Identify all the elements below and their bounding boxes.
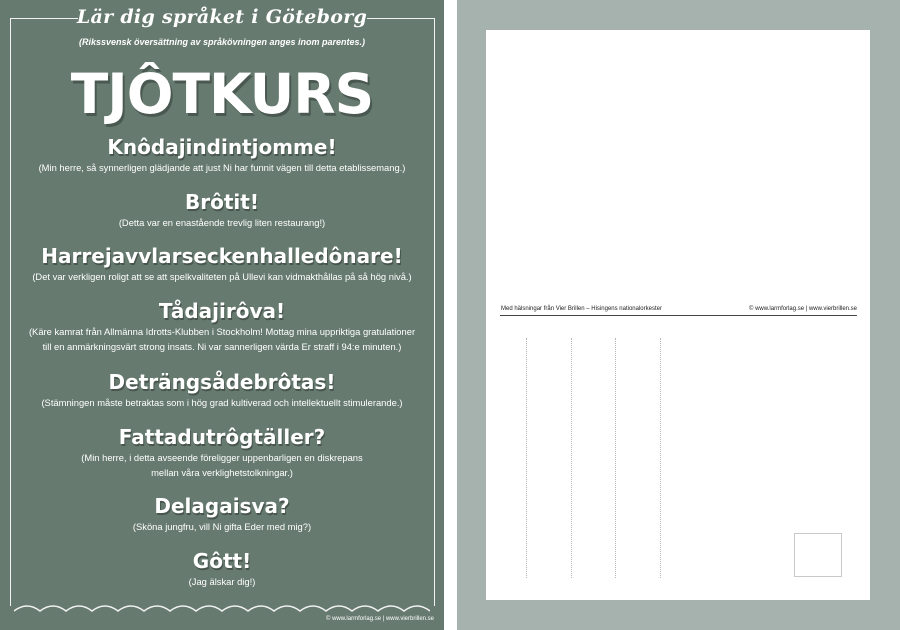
phrase-translation: (Stämningen måste betraktas som i hög grad kultiverad och intellektuellt stimulerande.) (41, 397, 403, 408)
writing-line (526, 338, 527, 578)
phrase-translation: (Min herre, så synnerligen glädjande att just Ni har funnit vägen till detta etablissemang.) (38, 162, 406, 173)
header-title: Lär dig språket i Göteborg (76, 6, 368, 28)
phrase-translation: (Sköna jungfru, vill Ni gifta Eder med mig?) (132, 521, 312, 532)
wave-border-ornament (14, 601, 430, 613)
phrase-translation: (Jag älskar dig!) (188, 576, 256, 587)
phrase-heading: Knôdajindintjomme! (107, 135, 337, 159)
phrase-translation-line: (Min herre, i detta avseende föreligger uppenbarligen en diskrepans (81, 452, 363, 463)
phrase-heading: Deträngsådebrôtas! (108, 370, 336, 394)
phrase-translation: (Det var verkligen roligt att se att spelkvaliteten på Ullevi kan vidmakthållas på så hög nivå.) (32, 271, 412, 282)
phrase-translation-line: till en anmärkningsvärt strong insats. Ni var sannerligen värda Er straff i 94:e minuten.) (42, 341, 402, 352)
header-subtitle: (Rikssvensk översättning av språkövningen anges inom parentes.) (78, 37, 366, 47)
phrase-translation-line: (Käre kamrat från Allmänna Idrotts-Klubben i Stockholm! Mottag mina uppriktiga gratulationer (28, 326, 416, 337)
phrase-heading: Brôtit! (185, 190, 259, 214)
phrase-heading: Tådajirôva! (158, 299, 286, 323)
phrase-translation-line: mellan våra verklighetstolkningar.) (151, 467, 293, 478)
writing-line (615, 338, 616, 578)
phrase-translation: (Detta var en enastående trevlig liten restaurang!) (118, 217, 326, 228)
front-footer-credit: © www.larmforlag.se | www.vierbrillen.se (325, 616, 434, 622)
writing-line (660, 338, 661, 578)
back-greeting-text: Med hälsningar från Vier Brillen – Hisingens nationalorkester (501, 306, 662, 312)
phrase-heading: Delagaisva? (154, 494, 290, 518)
postcard-front (0, 0, 444, 630)
main-title: TJÔTKURS (70, 62, 374, 126)
phrase-heading: Harrejavvlarseckenhalledônare! (41, 244, 403, 268)
stamp-box (794, 533, 842, 577)
phrase-heading: Fattadutrôgtäller? (118, 425, 326, 449)
back-credit-text: © www.larmforlag.se | www.vierbrillen.se (748, 306, 857, 312)
back-divider-rule (500, 315, 857, 316)
phrase-heading: Gôtt! (192, 549, 252, 573)
writing-line (571, 338, 572, 578)
